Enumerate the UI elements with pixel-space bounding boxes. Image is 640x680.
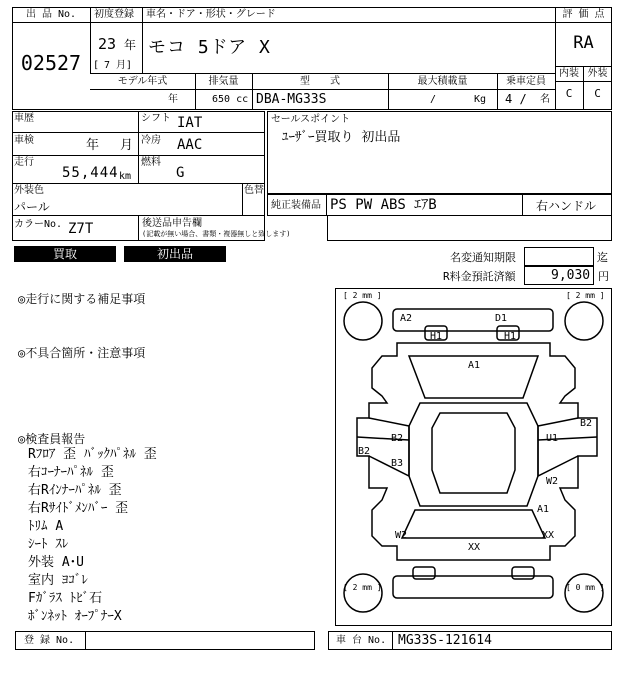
reg-no-label: 登 録 No. [24, 635, 75, 646]
inspector-label: ◎検査員報告 [18, 432, 86, 446]
report-line: 右ｺｰﾅｰﾊﾟﾈﾙ 歪 [28, 465, 114, 480]
tire-front-left [344, 302, 382, 340]
mark-b2-door: B2 [391, 433, 404, 444]
tire-br-depth: [ 0 mm ] [566, 583, 605, 592]
equipment-value: PS PW ABS ｴｱB [330, 197, 437, 213]
shift-value: IAT [177, 115, 203, 131]
color-no-value: Z7T [68, 221, 94, 237]
displacement-value: 650 cc [212, 94, 249, 105]
handle-value: 右ハンドル [536, 199, 597, 213]
reg-month-unit: 月] [116, 60, 133, 71]
sales-point-label: セールスポイント [271, 114, 351, 125]
tire-front-right [565, 302, 603, 340]
defect-label: ◎不具合箇所・注意事項 [18, 346, 146, 360]
car-name: モコ 5ドア X [148, 37, 271, 58]
recolor-label: 色替 [244, 185, 264, 196]
mark-xx-right: XX [542, 530, 555, 541]
mark-h1-left: H1 [430, 331, 443, 342]
car-name-label: 車名・ドア・形状・グレード [146, 9, 276, 20]
mark-d1: D1 [495, 313, 508, 324]
max-load-sep: / [430, 94, 437, 105]
shipping-box [327, 216, 612, 241]
displacement-label: 排気量 [208, 76, 239, 87]
equipment-label: 純正装備品 [271, 200, 321, 211]
tire-tl-depth: [ 2 mm ] [343, 291, 382, 300]
fuel-label: 燃料 [141, 157, 161, 168]
mark-xx-rear: XX [468, 542, 481, 553]
interior-score: C [565, 87, 573, 100]
lot-number: 02527 [20, 51, 82, 75]
grade-value: RA [573, 33, 594, 53]
lot-label: 出 品 No. [25, 9, 77, 20]
recycle-unit: 円 [598, 270, 609, 283]
mileage-label: 走行 [14, 157, 34, 168]
chassis-label: 車 台 No. [336, 635, 387, 646]
color-label: 外装色 [14, 185, 44, 196]
shipping-label: 後送品申告欄 [142, 218, 202, 229]
reg-month: 7 [104, 60, 111, 71]
capacity-value: 4 / [505, 92, 527, 106]
mark-b3: B3 [391, 458, 404, 469]
tire-rear-left [344, 574, 382, 612]
report-line: 外装 A･U [28, 555, 84, 570]
mileage-unit: km [119, 171, 132, 182]
report-line: ｼｰﾄ ｽﾚ [28, 537, 69, 552]
recycle-value: 9,030 [551, 268, 591, 283]
report-line: 右Rｻｲﾄﾞﾒﾝﾊﾞｰ 歪 [28, 501, 129, 516]
type-label: 型 式 [300, 76, 340, 87]
deadline-label: 名変通知期限 [450, 251, 516, 264]
color-value: パール [14, 200, 50, 214]
mark-b2-left: B2 [358, 446, 371, 457]
exterior-score: C [594, 87, 601, 100]
inspection-label: 車検 [14, 135, 34, 146]
mark-w2-right: W2 [546, 476, 559, 487]
model-year-unit: 年 [168, 94, 178, 105]
ac-label: 冷房 [141, 135, 161, 146]
mark-a2: A2 [400, 313, 413, 324]
report-line: ﾄﾘﾑ A [28, 519, 64, 534]
report-line: Rﾌﾛｱ 歪 ﾊﾞｯｸﾊﾟﾈﾙ 歪 [28, 447, 157, 462]
tire-rear-right [565, 574, 603, 612]
fuel-value: G [176, 165, 185, 181]
report-line: Fｶﾞﾗｽ ﾄﾋﾞ石 [28, 591, 103, 606]
shift-label: シフト [141, 113, 171, 124]
tag-buyback: 買取 [14, 246, 116, 262]
ac-value: AAC [177, 137, 203, 153]
deadline-unit: 迄 [597, 251, 608, 264]
reg-month-open: [ [93, 60, 100, 71]
supplement-label: ◎走行に関する補足事項 [18, 292, 146, 306]
mark-u1: U1 [546, 433, 559, 444]
mark-w2-left: W2 [395, 530, 408, 541]
type-value: DBA-MG33S [256, 92, 327, 107]
shipping-note: (記載が無い場合、書類・複器無しと致します) [142, 230, 291, 238]
color-no-label: カラーNo. [14, 219, 63, 230]
model-year-label: モデル年式 [117, 76, 168, 87]
sales-point-value: ﾕｰｻﾞｰ買取り 初出品 [282, 130, 401, 145]
interior-label: 内装 [559, 68, 579, 79]
mark-h1-right: H1 [504, 331, 517, 342]
mark-a1-roof: A1 [468, 360, 481, 371]
front-bumper [393, 309, 553, 331]
chassis-value: MG33S-121614 [398, 633, 492, 648]
capacity-label: 乗車定員 [506, 76, 546, 87]
deadline-box [524, 247, 594, 266]
inspection-year-unit: 年 [86, 138, 100, 153]
report-line: 右Rｲﾝﾅｰﾊﾟﾈﾙ 歪 [28, 483, 122, 498]
exterior-label: 外装 [587, 68, 608, 79]
recycle-label: R料金預託済額 [443, 270, 516, 283]
mark-a1-right: A1 [537, 504, 550, 515]
history-label: 車歴 [14, 113, 34, 124]
tire-bl-depth: [ 2 mm ] [343, 583, 382, 592]
report-line: 室内 ﾖｺﾞﾚ [28, 573, 88, 588]
capacity-unit: 名 [540, 94, 550, 105]
tire-tr-depth: [ 2 mm ] [566, 291, 605, 300]
grade-label: 評 価 点 [562, 9, 605, 20]
mileage-value: 55,444 [62, 165, 119, 181]
reg-year-unit: 年 [124, 38, 137, 52]
tag-first-listing: 初出品 [124, 246, 226, 262]
reg-year: 23 [98, 35, 117, 53]
car-diagram [335, 288, 612, 626]
first-reg-label: 初度登録 [94, 9, 134, 20]
mark-b2-right: B2 [580, 418, 593, 429]
inspection-month-unit: 月 [120, 138, 134, 153]
max-load-label: 最大積載量 [417, 76, 468, 87]
report-line: ﾎﾞﾝﾈｯﾄ ｵｰﾌﾟﾅｰX [28, 609, 122, 624]
max-load-unit: Kg [474, 94, 487, 105]
